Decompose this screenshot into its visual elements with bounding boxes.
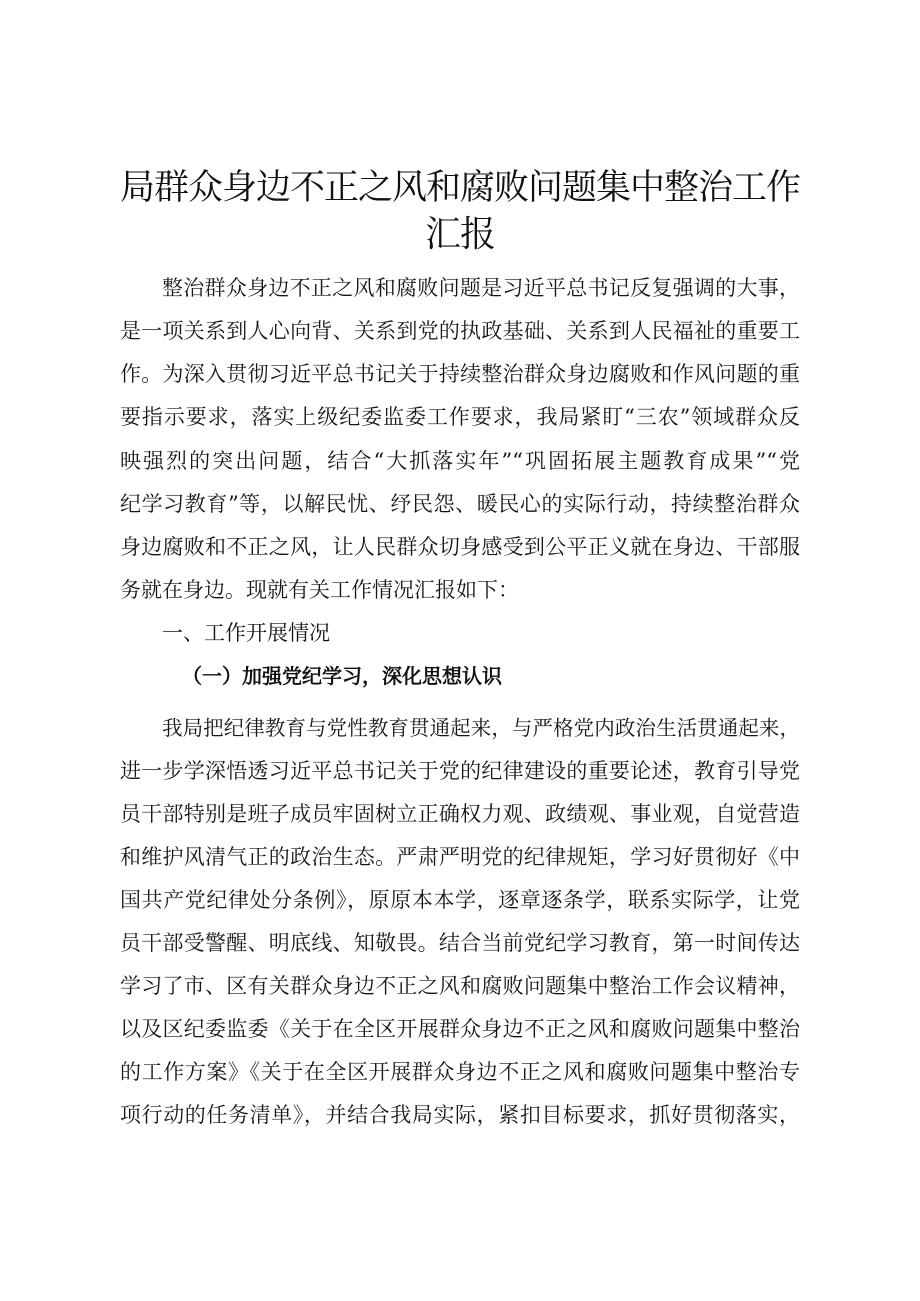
intro-line-7: 身边腐败和不正之风，让人民群众切身感受到公平正义就在身边、干部服 — [120, 535, 800, 559]
subsection-line-8: 以及区纪委监委《关于在全区开展群众身边不正之风和腐败问题集中整治 — [120, 1017, 800, 1041]
subsection-line-6: 员干部受警醒、明底线、知敬畏。结合当前党纪学习教育，第一时间传达 — [120, 931, 800, 955]
intro-line-2: 是一项关系到人心向背、关系到党的执政基础、关系到人民福祉的重要工 — [120, 319, 800, 343]
subsection-line-9: 的工作方案》《关于在全区开展群众身边不正之风和腐败问题集中整治专 — [120, 1060, 800, 1084]
intro-line-8: 务就在身边。现就有关工作情况汇报如下： — [120, 578, 519, 602]
intro-line-3: 作。为深入贯彻习近平总书记关于持续整治群众身边腐败和作风问题的重 — [120, 362, 800, 386]
subsection-line-2: 进一步学深悟透习近平总书记关于党的纪律建设的重要论述，教育引导党 — [120, 759, 800, 783]
intro-line-4: 要指示要求，落实上级纪委监委工作要求，我局紧盯“三农”领域群众反 — [120, 405, 800, 429]
subsection-line-5: 国共产党纪律处分条例》，原原本本学，逐章逐条学，联系实际学，让党 — [120, 888, 800, 912]
section-heading-1: 一、工作开展情况 — [162, 621, 330, 645]
subsection-line-3: 员干部特别是班子成员牢固树立正确权力观、政绩观、事业观，自觉营造 — [120, 802, 800, 826]
intro-line-6: 纪学习教育”等，以解民忧、纾民怨、暖民心的实际行动，持续整治群众 — [120, 492, 800, 516]
subsection-line-4: 和维护风清气正的政治生态。严肃严明党的纪律规矩，学习好贯彻好《中 — [120, 845, 800, 869]
subsection-heading-1: （一）加强党纪学习，深化思想认识 — [182, 664, 502, 688]
subsection-line-1: 我局把纪律教育与党性教育贯通起来，与严格党内政治生活贯通起来， — [162, 716, 800, 740]
intro-line-1: 整治群众身边不正之风和腐败问题是习近平总书记反复强调的大事， — [162, 276, 800, 300]
subsection-line-10: 项行动的任务清单》，并结合我局实际，紧扣目标要求，抓好贯彻落实， — [120, 1103, 800, 1127]
intro-line-5: 映强烈的突出问题，结合“大抓落实年”“巩固拓展主题教育成果”“党 — [120, 449, 800, 473]
document-title-line-1: 局群众身边不正之风和腐败问题集中整治工作 — [119, 168, 800, 208]
document-title-line-2: 汇报 — [424, 214, 495, 255]
subsection-line-7: 学习了市、区有关群众身边不正之风和腐败问题集中整治工作会议精神， — [120, 974, 800, 998]
